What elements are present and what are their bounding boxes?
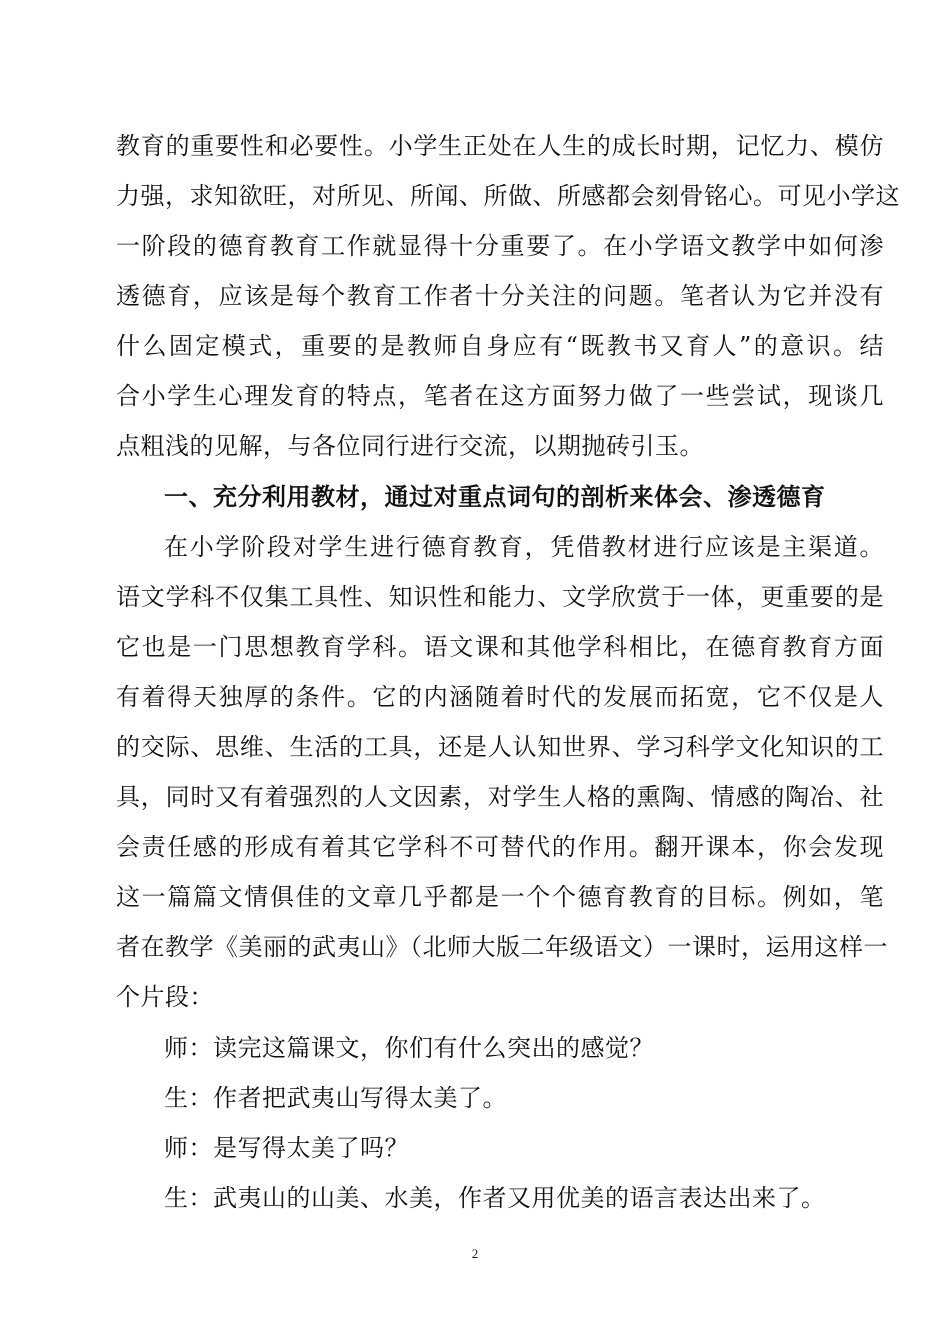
body-text-line: 点粗浅的见解，与各位同行进行交流，以期抛砖引玉。 [116,432,704,460]
page-number: 2 [471,1246,479,1261]
body-text-line: 者在教学《美丽的武夷山》（北师大版二年级语文）一课时，运用这样一 [116,933,888,961]
body-text-line: 语文学科不仅集工具性、知识性和能力、文学欣赏于一体，更重要的是 [116,583,884,611]
body-text-line: 合小学生心理发育的特点，笔者在这方面努力做了一些尝试，现谈几 [116,382,884,410]
dialogue-line: 师：是写得太美了吗？ [164,1134,409,1162]
body-text-line: 教育的重要性和必要性。小学生正处在人生的成长时期，记忆力、模仿 [116,132,884,160]
body-text-line: 会责任感的形成有着其它学科不可替代的作用。翻开课本，你会发现 [116,833,884,861]
body-text-line: 力强，求知欲旺，对所见、所闻、所做、所感都会刻骨铭心。可见小学这 [116,182,900,210]
body-text-line: 什么固定模式，重要的是教师自身应有“既教书又育人”的意识。结 [116,332,884,360]
dialogue-line: 生：武夷山的山美、水美，作者又用优美的语言表达出来了。 [164,1184,826,1212]
body-text-line: 个片段： [116,983,214,1011]
body-text-line: 一阶段的德育教育工作就显得十分重要了。在小学语文教学中如何渗 [116,232,884,260]
body-text-line: 具，同时又有着强烈的人文因素，对学生人格的熏陶、情感的陶冶、社 [116,783,884,811]
section-heading: 一、充分利用教材，通过对重点词句的剖析来体会、渗透德育 [164,483,826,511]
body-text-line: 在小学阶段对学生进行德育教育，凭借教材进行应该是主渠道。 [164,533,884,561]
dialogue-line: 生：作者把武夷山写得太美了。 [164,1084,507,1112]
body-text-line: 的交际、思维、生活的工具，还是人认知世界、学习科学文化知识的工 [116,733,884,761]
body-text-line: 这一篇篇文情俱佳的文章几乎都是一个个德育教育的目标。例如，笔 [116,883,884,911]
body-text-line: 它也是一门思想教育学科。语文课和其他学科相比，在德育教育方面 [116,633,884,661]
body-text-line: 透德育，应该是每个教育工作者十分关注的问题。笔者认为它并没有 [116,282,884,310]
body-text-line: 有着得天独厚的条件。它的内涵随着时代的发展而拓宽，它不仅是人 [116,683,884,711]
dialogue-line: 师：读完这篇课文，你们有什么突出的感觉？ [164,1034,654,1062]
